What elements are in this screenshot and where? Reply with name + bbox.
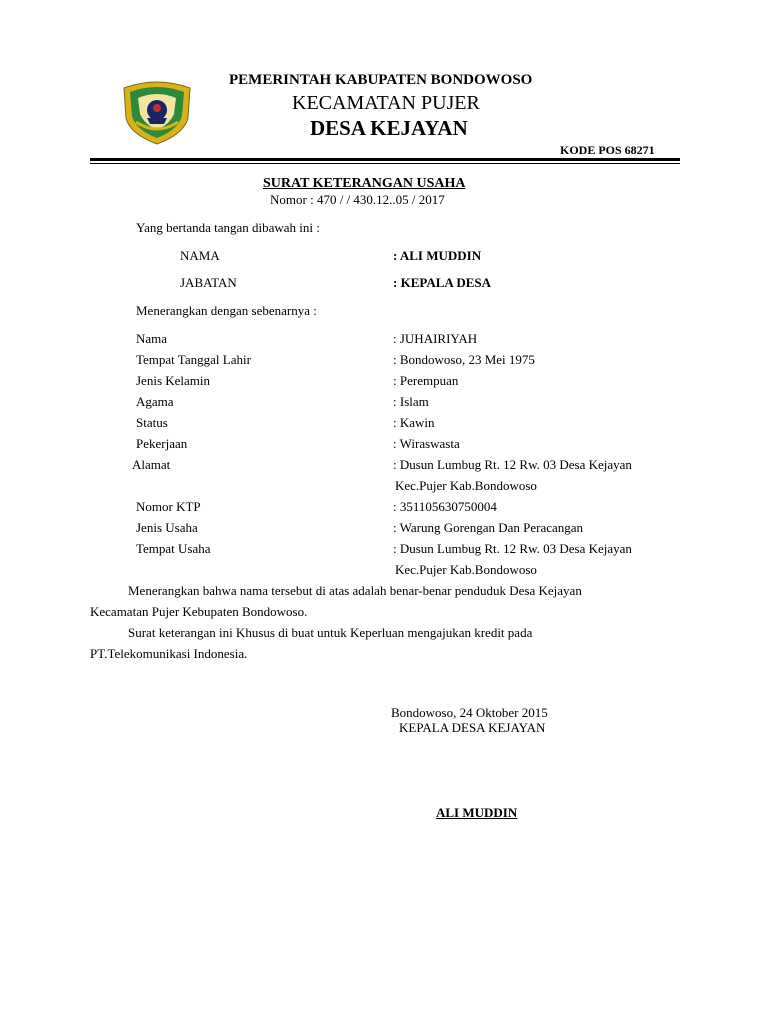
place-date: Bondowoso, 24 Oktober 2015	[391, 705, 548, 720]
field-label: Tempat Tanggal Lahir	[136, 352, 251, 367]
declare-line: Menerangkan dengan sebenarnya :	[136, 303, 317, 318]
signer-position: KEPALA DESA KEJAYAN	[399, 720, 546, 735]
signatory-position-label: JABATAN	[180, 275, 237, 290]
regency-coat-of-arms-icon	[118, 78, 196, 146]
field-value: : Bondowoso, 23 Mei 1975	[393, 352, 535, 367]
intro-text: Yang bertanda tangan dibawah ini :	[136, 220, 320, 235]
document-title: SURAT KETERANGAN USAHA	[263, 176, 466, 191]
letterhead-district: KECAMATAN PUJER	[292, 92, 480, 114]
field-value: : Dusun Lumbug Rt. 12 Rw. 03 Desa Kejayan	[393, 541, 632, 556]
field-label: Status	[136, 415, 168, 430]
field-label: Tempat Usaha	[136, 541, 211, 556]
document-number: Nomor : 470 / / 430.12..05 / 2017	[270, 192, 445, 207]
letterhead-regency: PEMERINTAH KABUPATEN BONDOWOSO	[229, 72, 533, 88]
header-divider-thin	[90, 163, 680, 164]
field-value: : Warung Gorengan Dan Peracangan	[393, 520, 584, 535]
field-value: : Dusun Lumbug Rt. 12 Rw. 03 Desa Kejayan	[393, 457, 632, 472]
field-value-continued: Kec.Pujer Kab.Bondowoso	[395, 478, 537, 493]
field-value: : JUHAIRIYAH	[393, 331, 478, 346]
field-label: Agama	[136, 394, 174, 409]
field-value-continued: Kec.Pujer Kab.Bondowoso	[395, 562, 537, 577]
field-label: Jenis Kelamin	[136, 373, 211, 388]
field-label: Jenis Usaha	[136, 520, 198, 535]
signatory-position-value: : KEPALA DESA	[393, 275, 491, 290]
statement-paragraph-line: Kecamatan Pujer Kebupaten Bondowoso.	[90, 604, 308, 619]
signatory-name-value: : ALI MUDDIN	[393, 248, 482, 263]
purpose-paragraph-line: PT.Telekomunikasi Indonesia.	[90, 646, 248, 661]
field-value: : Perempuan	[393, 373, 459, 388]
signer-name: ALI MUDDIN	[436, 805, 518, 820]
postal-code: KODE POS 68271	[560, 143, 655, 157]
statement-paragraph-line: Menerangkan bahwa nama tersebut di atas adalah benar-benar penduduk Desa Kejayan	[128, 583, 582, 598]
purpose-paragraph-line: Surat keterangan ini Khusus di buat untuk Keperluan mengajukan kredit pada	[128, 625, 533, 640]
signatory-name-label: NAMA	[180, 248, 220, 263]
field-label: Pekerjaan	[136, 436, 188, 451]
header-divider	[90, 158, 680, 161]
field-value: : Kawin	[393, 415, 435, 430]
field-value: : 351105630750004	[393, 499, 497, 514]
field-label: Nama	[136, 331, 168, 346]
field-value: : Islam	[393, 394, 429, 409]
field-value: : Wiraswasta	[393, 436, 460, 451]
field-label: Alamat	[132, 457, 171, 472]
field-label: Nomor KTP	[136, 499, 201, 514]
letterhead-village: DESA KEJAYAN	[310, 116, 468, 140]
